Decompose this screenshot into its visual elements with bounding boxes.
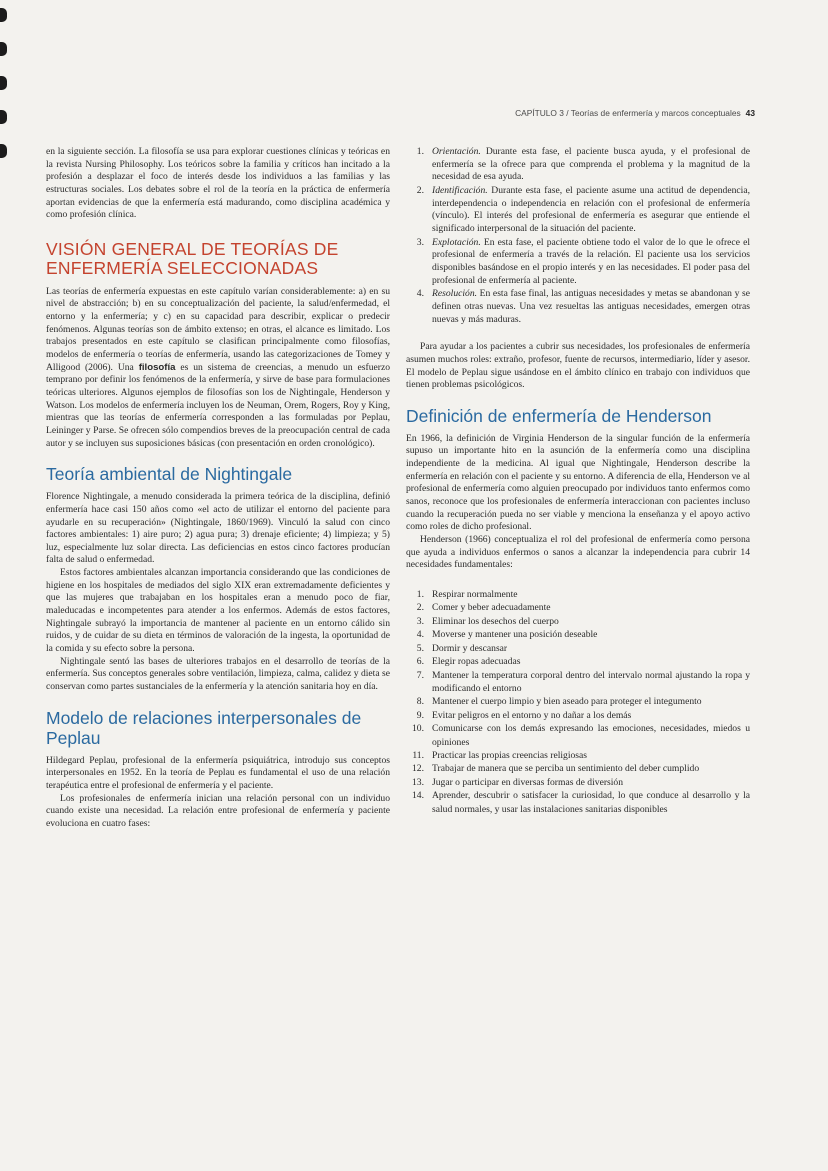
left-column	[46, 146, 390, 831]
list-item: 9. Evitar peligros en el entorno y no dañar a los demás	[416, 709, 632, 721]
filosofia-term: filosofía	[138, 361, 176, 373]
intro-paragraph: en la siguiente sección. La filosofía se usa para explorar cuestiones clínicas y teóricas en la revista Nursing Philosophy. Los teóricos sobre la familia y críticos han incitado a la profesión a desplazar el foco de interés desde los individuos a las familias y las estructuras sociales. Los debates sobre el rol de la teoría en la práctica de enfermería aportan evidencias de que la enfermería está madurando, como disciplina académica y como profesión clínica.	[46, 146, 390, 221]
binding-ring	[0, 76, 7, 90]
running-header	[455, 108, 755, 118]
list-item: 3. Explotación. En esta fase, el paciente obtiene todo el valor de lo que le ofrece el profesional de enfermería a través de la relación. El paciente usa los servicios disponibles basándose en el propio interés y en las necesidades. El poder pasa del profesional de enfermería al paciente.	[416, 236, 750, 286]
henderson-paragraph-2: Henderson (1966) conceptualiza el rol del profesional de enfermería como persona que ayuda a individuos enfermos o sanos a alcanzar la independencia para cubrir 14 necesidades fundamentales:	[406, 534, 750, 571]
list-item: 2. Comer y beber adecuadamente	[416, 602, 551, 614]
nightingale-heading: Teoría ambiental de Nightingale	[46, 464, 293, 485]
nightingale-paragraph-1: Florence Nightingale, a menudo considerada la primera teórica de la disciplina, definió enfermería hace casi 150 años como «el acto de utilizar el entorno del paciente para ayudarle en su recuperación» (Nightingale, 1860/1969). Vinculó la salud con cinco factores ambientales: 1) aire puro; 2) agua pura; 3) drenaje eficiente; 4) limpieza; y 5) luz, especialmente luz solar directa. Las deficiencias en estos cinco factores producían falta de salud o enfermedad.	[46, 491, 390, 566]
peplau-heading: Modelo de relaciones interpersonales de Peplau	[46, 707, 362, 748]
nightingale-paragraph-2: Estos factores ambientales alcanzan importancia considerando que las condiciones de higiene en los hospitales de mediados del siglo XIX eran extremadamente deficientes y que las mujeres que trabajaban en los hospitales eran a menudo poco de fiar, maleducadas e incompetentes para atender a los enfermos. Además de estos factores, Nightingale subrayó la importancia de mantener al paciente en un entorno cálido sin ruidos, y de cuidar de su dieta en términos de valoración de la ingesta, la oportunidad de la comida y su efecto sobre la persona.	[46, 567, 390, 655]
peplau-paragraph-2: Los profesionales de enfermería inician una relación personal con un individuo cuando existe una necesidad. La relación entre profesional de enfermería y paciente evoluciona en cuatro fases:	[46, 792, 390, 829]
list-item: 7. Mantener la temperatura corporal dentro del intervalo normal ajustando la ropa y modificando el entorno	[416, 669, 750, 694]
right-column	[406, 146, 750, 816]
binding-ring	[0, 110, 7, 124]
binding-ring	[0, 42, 7, 56]
list-item: 8. Mantener el cuerpo limpio y bien aseado para proteger el integumento	[416, 696, 702, 708]
list-item: 10. Comunicarse con los demás expresando las emociones, necesidades, miedos u opiniones	[412, 723, 750, 748]
page-number: 43	[745, 108, 755, 118]
list-item: 14. Aprender, descubrir o satisfacer la curiosidad, lo que conduce al desarrollo y la salud normales, y usar las instalaciones sanitarias disponibles	[412, 790, 750, 815]
binding-ring	[0, 8, 7, 22]
list-item: 3. Eliminar los desechos del cuerpo	[416, 615, 559, 627]
list-item: 2. Identificación. Durante esta fase, el paciente asume una actitud de dependencia, interdependencia o independencia en relación con el profesional de enfermería (vínculo). El interés del profesional de enfermería es asegurar que entiende el significado interpersonal de la situación del paciente.	[416, 184, 750, 234]
list-item: 5. Dormir y descansar	[416, 642, 508, 654]
list-item: 1. Respirar normalmente	[416, 588, 518, 600]
binding-ring	[0, 144, 7, 158]
list-item: 4. Moverse y mantener una posición deseable	[416, 629, 598, 641]
nightingale-paragraph-3: Nightingale sentó las bases de ulteriores trabajos en el desarrollo de teorías de la enfermería. Sus conceptos generales sobre ventilación, limpieza, calma, calidez y dieta se conservan como partes sustanciales de la enfermería y la atención sanitaria hoy en día.	[46, 655, 390, 693]
spiral-binding	[0, 0, 14, 1171]
list-item: 1. Orientación. Durante esta fase, el paciente busca ayuda, y el profesional de enfermería se la ofrece para que comprenda el problema y la magnitud de la necesidad de esa ayuda.	[416, 146, 750, 183]
henderson-needs-list	[406, 588, 750, 816]
peplau-paragraph-1: Hildegard Peplau, profesional de la enfermería psiquiátrica, introdujo sus conceptos interpersonales en 1952. En la teoría de Peplau es fundamental el uso de una relación terapéutica entre el profesional de enfermería y el paciente.	[46, 754, 390, 791]
list-item: 11. Practicar las propias creencias religiosas	[412, 750, 588, 762]
henderson-heading: Definición de enfermería de Henderson	[406, 405, 712, 426]
overview-paragraph: Las teorías de enfermería expuestas en este capítulo varían considerablemente: a) en su nivel de abstracción; b) en su conceptualización del paciente, la salud/enfermedad, el entorno y la enfermería; y c) en su capacidad para describir, explicar o predecir fenómenos. Algunas teorías son de ámbito extenso; en otras, el alcance es limitado. Los trabajos presentados en este capítulo se clasifican principalmente como filosofías, modelos de enfermería o teorías de enfermería, usando las categorizaciones de Tomey y Alligood (2006). Una filosofía es un sistema de creencias, a menudo un esfuerzo temprano por definir los fenómenos de la enfermería, y sirve de base para formulaciones teóricas ulteriores. Algunos ejemplos de filosofías son los de Nightingale, Henderson y Watson. Los modelos de enfermería incluyen los de Neuman, Orem, Rogers, Roy y King, mientras que las teorías de enfermería corresponden a las formuladas por Peplau, Leininger y Parse. Se ofrecen sólo compendios breves de la preocupación central de cada autor y se incluyen sus suposiciones básicas (con presentación en orden cronológico).	[46, 285, 391, 449]
chapter-title: CAPÍTULO 3 / Teorías de enfermería y marcos conceptuales	[515, 108, 741, 118]
list-item: 6. Elegir ropas adecuadas	[416, 656, 521, 668]
peplau-phases-list	[406, 146, 750, 326]
overview-heading: VISIÓN GENERAL DE TEORÍAS DE ENFERMERÍA SELECCIONADAS	[46, 238, 339, 278]
peplau-roles-paragraph: Para ayudar a los pacientes a cubrir sus necesidades, los profesionales de enfermería asumen muchos roles: extraño, profesor, fuente de recursos, intermediario, líder y asesor. El modelo de Peplau sigue usándose en el ámbito clínico en trabajo con individuos que tienen problemas psicológicos.	[406, 341, 750, 391]
list-item: 4. Resolución. En esta fase final, las antiguas necesidades y metas se abandonan y se definen otras nuevas. Una vez resueltas las antiguas necesidades, emergen otras nuevas y más maduras.	[416, 288, 750, 325]
list-item: 13. Jugar o participar en diversas formas de diversión	[412, 776, 624, 788]
list-item: 12. Trabajar de manera que se perciba un sentimiento del deber cumplido	[412, 763, 700, 775]
henderson-paragraph-1: En 1966, la definición de Virginia Henderson de la singular función de la enfermería supuso un importante hito en la asunción de la enfermería como una disciplina independiente de la medicina. Al igual que Nightingale, Henderson describe la enfermería en relación con el paciente y su entorno. A diferencia de ella, Henderson ve al profesional de enfermería como alguien preocupado por individuos tanto enfermos como sanos, reconoce que los profesionales de enfermería interaccionan con pacientes incluso cuando la recuperación pueda no ser viable y menciona la enseñanza y el apoyo activo como roles de dicho profesional.	[406, 432, 750, 533]
